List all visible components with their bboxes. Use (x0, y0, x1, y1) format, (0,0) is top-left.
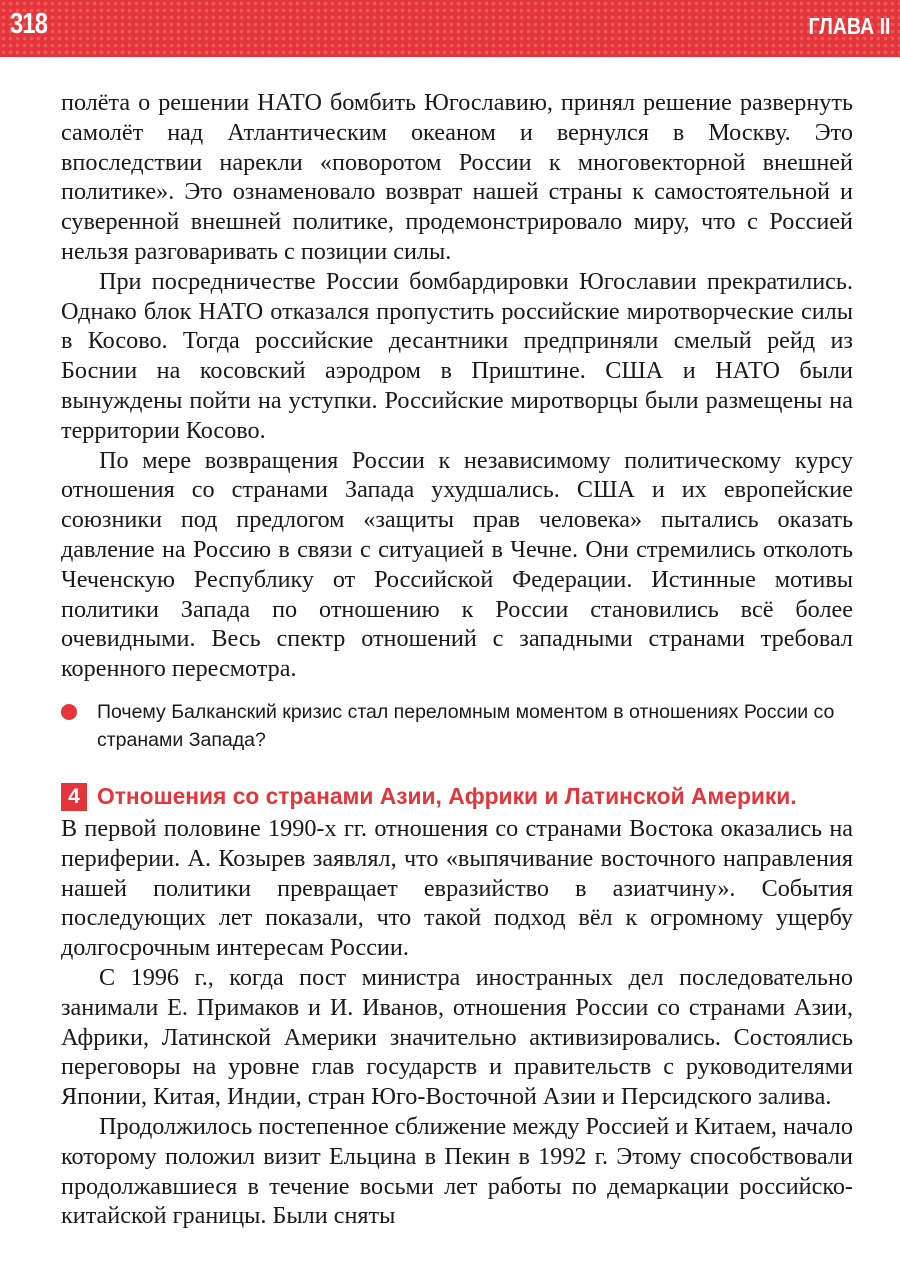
section-number-badge: 4 (61, 783, 87, 811)
page-header (0, 0, 900, 57)
paragraph: По мере возвращения России к независимому политическому курсу отношения со странами Запада ухудшались. США и их европейские союзники под предлогом «защиты прав человека» пытались оказать давление на Россию в связи с ситуацией в Чечне. Они стремились отколоть Чеченскую Республику от Российской Федерации. Истинные мотивы политики Запада по отношению к России становились всё более очевидными. Весь спектр отношений с западными странами требовал коренного пересмотра. (61, 446, 853, 683)
section-title: Отношения со странами Азии, Африки и Латинской Америки. (97, 783, 797, 810)
section-heading (61, 780, 853, 814)
paragraph: При посредничестве России бомбардировки Югославии прекратились. Однако блок НАТО отказался пропустить российские миротворческие силы в Косово. Тогда российские десантники предприняли смелый рейд из Боснии на косовский аэродром в Приштине. США и НАТО были вынуждены пойти на уступки. Российские миротворцы были размещены на территории Косово. (61, 267, 853, 444)
page-content (61, 88, 853, 1231)
question-text: Почему Балканский кризис стал переломным моментом в отношениях России со странами Запада? (97, 700, 835, 751)
review-question (61, 698, 853, 754)
paragraph: полёта о решении НАТО бомбить Югославию, принял решение развернуть самолёт над Атлантическим океаном и вернулся в Москву. Это впоследствии нарекли «поворотом России к многовекторной внешней политике». Это ознаменовало возврат нашей страны к самостоятельной и суверенной внешней политике, продемонстрировало миру, что с Россией нельзя разговаривать с позиции силы. (61, 89, 853, 265)
chapter-label: ГЛАВА II (808, 13, 890, 39)
paragraph: С 1996 г., когда пост министра иностранных дел последовательно занимали Е. Примаков и И. Иванов, отношения России со странами Азии, Африки, Латинской Америки значительно активизировались. Состоялись переговоры на уровне глав государств и правительств с руководителями Японии, Китая, Индии, стран Юго-Восточной Азии и Персидского залива. (61, 963, 853, 1111)
question-bullet-icon (61, 704, 77, 720)
paragraph: В первой половине 1990-х гг. отношения со странами Востока оказались на периферии. А. Козырев заявлял, что «выпячивание восточного направления нашей политики превращает евразийство в азиатчину». События последующих лет показали, что такой подход вёл к огромному ущербу долгосрочным интересам России. (61, 814, 853, 962)
paragraph: Продолжилось постепенное сближение между Россией и Китаем, начало которому положил визит Ельцина в Пекин в 1992 г. Этому способствовали продолжавшиеся в течение восьми лет работы по демаркации российско-китайской границы. Были сняты (61, 1112, 853, 1230)
page-number: 318 (10, 8, 48, 40)
